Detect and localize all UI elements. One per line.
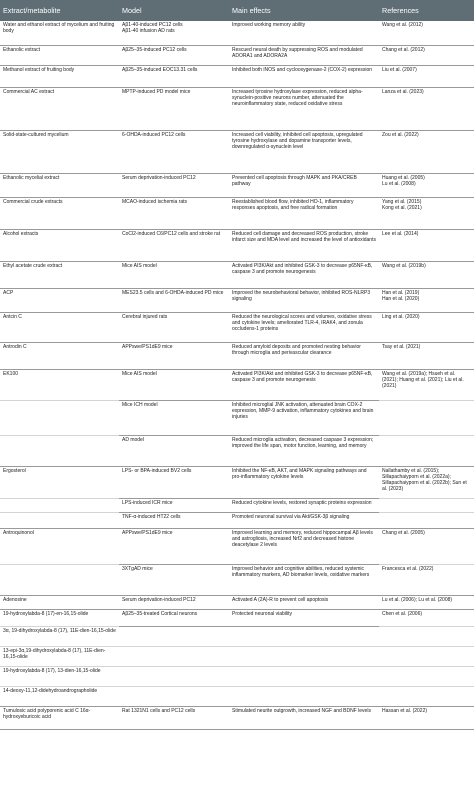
header-references: References: [379, 0, 474, 21]
cell-extract: [0, 626, 119, 646]
cell-extract: [0, 87, 119, 130]
table-row: [0, 626, 474, 646]
cell-line: Chen et al. (2006): [382, 610, 423, 617]
cell-references: [379, 466, 474, 498]
cell-model: [119, 229, 229, 261]
cell-line: Increased tyrosine hydroxylase expression, reduced alpha-synuclein-positive neurons number, attenuated the neuroinflammatory state, reduced oxidative stress: [232, 88, 363, 107]
table-row: [0, 312, 474, 342]
table-row: [0, 45, 474, 65]
cell-main-effects: [229, 288, 379, 312]
cell-line: Ling et al. (2020): [382, 313, 420, 320]
cell-line: AD model: [122, 436, 144, 443]
cell-line: Antroquinonol: [3, 529, 34, 536]
cell-line: Rat 1321N1 cells and PC12 cells: [122, 707, 196, 714]
cell-line: ACP: [3, 289, 14, 296]
cell-line: Solid-state-cultured mycelium: [3, 131, 69, 138]
cell-extract: [0, 342, 119, 369]
table-row: [0, 666, 474, 686]
cell-line: Reduced microglia activation, decreased caspase 3 expression; improved the life span, motor function, learning, and memory: [232, 436, 374, 449]
cell-extract: [0, 564, 119, 595]
cell-references: [379, 229, 474, 261]
cell-line: Ergosterol: [3, 467, 26, 474]
table-row: [0, 706, 474, 729]
cell-references: [379, 65, 474, 87]
cell-references: [379, 173, 474, 197]
cell-line: Antcin C: [3, 313, 22, 320]
table-row: [0, 261, 474, 288]
table-row: [0, 528, 474, 564]
cell-line: Lanza et al. (2023): [382, 88, 424, 95]
cell-line: APPswe/PS1dE9 mice: [122, 529, 173, 536]
table-header-row: [0, 0, 474, 21]
cell-line: 19-hydroxylabda-8 (17)-en-16,15-olide: [3, 610, 89, 617]
cell-extract: [0, 130, 119, 173]
cell-references: [379, 369, 474, 400]
cell-line: Lu et al. (2006); Lu et al. (2008): [382, 596, 453, 603]
cell-references: [379, 288, 474, 312]
cell-model: [119, 512, 229, 528]
cell-references: [379, 435, 474, 466]
cell-model: [119, 528, 229, 564]
table-row: [0, 646, 474, 666]
cell-extract: [0, 261, 119, 288]
cell-line: Adenosine: [3, 596, 27, 603]
cell-line: Improved the neurobehavioral behavior, inhibited ROS-NLRP3 signaling: [232, 289, 371, 302]
table-row: [0, 87, 474, 130]
cell-line: Han et al. (2020): [382, 295, 420, 302]
cell-model: [119, 261, 229, 288]
header-main-effects: Main effects: [229, 0, 379, 21]
cell-line: Reduced amyloid deposits and promoted nesting behavior through microglia and perivascular clearance: [232, 343, 361, 356]
cell-line: Water and ethanol extract of mycelium and fruiting body: [3, 22, 115, 35]
cell-main-effects: [229, 87, 379, 130]
cell-line: Reestablished blood flow, inhibited HO-1, inflammatory responses apoptosis, and free radical formation: [232, 198, 354, 211]
cell-line: Cerebral injured rats: [122, 313, 168, 320]
table-row: [0, 369, 474, 400]
cell-model: [119, 65, 229, 87]
table-row: [0, 595, 474, 609]
table-row: [0, 512, 474, 528]
cell-main-effects: [229, 229, 379, 261]
cell-line: Chang et al. (2012): [382, 46, 425, 53]
cell-line: Reduced the neurological scores and volumes, oxidative stress and cytokine levels; ameliorated TLR-4, IRAK4, and zonula occludens-1 proteins: [232, 313, 372, 332]
cell-line: Lu et al. (2008): [382, 180, 416, 187]
cell-line: Improved learning and memory, reduced hippocampal Aβ levels and astrogliosis, increased Nrf2 and decreased histone deacetylase 2 levels: [232, 529, 373, 548]
cell-line: Chang et al. (2005): [382, 529, 425, 536]
cell-line: Liu et al. (2007): [382, 66, 417, 73]
table-row: [0, 288, 474, 312]
cell-extract: [0, 646, 119, 666]
cell-main-effects: [229, 626, 379, 646]
cell-line: Ethyl acetate crude extract: [3, 262, 63, 269]
table-row: [0, 197, 474, 229]
cell-line: Huang et al. (2005): [382, 174, 425, 181]
cell-model: [119, 312, 229, 342]
cell-main-effects: [229, 706, 379, 729]
cell-main-effects: [229, 686, 379, 706]
cell-line: Promoted neuronal survival via Akt/GSK-3β signaling: [232, 513, 350, 520]
cell-references: [379, 261, 474, 288]
cell-line: Aβ1-40-induced PC12 cells: [122, 22, 183, 28]
cell-model: [119, 595, 229, 609]
cell-model: [119, 400, 229, 435]
cell-model: [119, 646, 229, 666]
cell-references: [379, 512, 474, 528]
cell-line: Aβ25–35-induced EOC13.31 cells: [122, 66, 198, 73]
cell-line: 19-hydroxylabda-8 (17), 13-dien-16,15-olide: [3, 667, 101, 674]
cell-line: Commercial crude extracts: [3, 198, 63, 205]
cell-model: [119, 130, 229, 173]
cell-references: [379, 528, 474, 564]
cell-line: 3α, 19-dihydroxylabda-8 (17), 11E-dien-16,15-olide: [3, 627, 116, 634]
cell-line: Hassan et al. (2022): [382, 707, 428, 714]
cell-line: Improved behavior and cognitive abilities, reduced systemic inflammatory markers, AD biomarker levels, oxidative markers: [232, 565, 370, 578]
cell-model: [119, 288, 229, 312]
cell-model: [119, 87, 229, 130]
cell-line: 14-deoxy-11,12-didehydroandrographolide: [3, 687, 98, 694]
cell-line: Lee et al. (2014): [382, 230, 419, 237]
cell-extract: [0, 435, 119, 466]
cell-main-effects: [229, 342, 379, 369]
cell-main-effects: [229, 595, 379, 609]
cell-line: Antrodin C: [3, 343, 27, 350]
cell-model: [119, 686, 229, 706]
cell-line: Activated A (2A)-R to prevent cell apoptosis: [232, 596, 329, 603]
cell-references: [379, 686, 474, 706]
cell-line: Francesca et al. (2022): [382, 565, 434, 572]
cell-line: TNF-α-induced HT22 cells: [122, 513, 181, 520]
cell-line: Stimulated neurite outgrowth, increased NGF and BDNF levels: [232, 707, 371, 714]
cell-line: Aβ1-40 infusion AD rats: [122, 28, 175, 35]
cell-model: [119, 197, 229, 229]
cell-line: MES23.5 cells and 6-OHDA-induced PD mice: [122, 289, 224, 296]
cell-model: [119, 45, 229, 65]
cell-line: Wang et al. (2019b): [382, 262, 426, 269]
cell-extract: [0, 65, 119, 87]
cell-references: [379, 564, 474, 595]
cell-line: Serum deprivation-induced PC12: [122, 596, 196, 603]
cell-main-effects: [229, 130, 379, 173]
cell-line: Improved working memory ability: [232, 22, 306, 28]
cell-line: Mice AIS model: [122, 370, 157, 377]
table-body: [0, 21, 474, 729]
cell-main-effects: [229, 21, 379, 45]
cell-line: Commercial AC extract: [3, 88, 55, 95]
cell-references: [379, 498, 474, 512]
cell-main-effects: [229, 466, 379, 498]
cell-line: Zou et al. (2022): [382, 131, 419, 138]
cell-references: [379, 197, 474, 229]
table-row: [0, 342, 474, 369]
cell-extract: [0, 498, 119, 512]
cell-extract: [0, 45, 119, 65]
cell-extract: [0, 288, 119, 312]
cell-line: APPswe/PS1dE9 mice: [122, 343, 173, 350]
cell-extract: [0, 666, 119, 686]
header-model: Model: [119, 0, 229, 21]
cell-main-effects: [229, 528, 379, 564]
cell-main-effects: [229, 498, 379, 512]
cell-line: Han et al. (2019): [382, 289, 420, 296]
cell-line: Inhibited both iNOS and cyclooxygenase-2 (COX-2) expression: [232, 66, 373, 73]
header-extract: Extract/metabolite: [0, 0, 119, 21]
cell-model: [119, 369, 229, 400]
cell-extract: [0, 369, 119, 400]
cell-references: [379, 21, 474, 45]
cell-main-effects: [229, 369, 379, 400]
cell-line: Ethanolic mycelial extract: [3, 174, 60, 181]
cell-model: [119, 435, 229, 466]
table-row: [0, 130, 474, 173]
cell-extract: [0, 512, 119, 528]
cell-main-effects: [229, 197, 379, 229]
cell-extract: [0, 466, 119, 498]
cell-model: [119, 498, 229, 512]
table-row: [0, 400, 474, 435]
cell-main-effects: [229, 512, 379, 528]
cell-main-effects: [229, 609, 379, 626]
cell-main-effects: [229, 45, 379, 65]
cell-line: 3XTgAD mice: [122, 565, 153, 572]
cell-references: [379, 646, 474, 666]
table-row: [0, 21, 474, 45]
cell-line: Tumulosic acid polyporenic acid C 16α-hydroxyeburicoic acid: [3, 707, 91, 720]
cell-line: Inhibited microglial JNK activation, attenuated brain COX-2 expression, MMP-9 activation, inflammatory cytokines and brain injuries: [232, 401, 374, 420]
cell-line: LPS-induced ICR mice: [122, 499, 173, 506]
cell-line: Ethanolic extract: [3, 46, 40, 53]
cell-line: Aβ25–35-treated Cortical neurons: [122, 610, 198, 617]
cell-line: Prevented cell apoptosis through MAPK and PKA/CREB pathway: [232, 174, 357, 187]
cell-model: [119, 666, 229, 686]
cell-main-effects: [229, 564, 379, 595]
cell-extract: [0, 21, 119, 45]
table-row: [0, 435, 474, 466]
cell-extract: [0, 197, 119, 229]
cell-references: [379, 706, 474, 729]
cell-line: Methanol extract of fruiting body: [3, 66, 75, 73]
cell-references: [379, 342, 474, 369]
cell-main-effects: [229, 261, 379, 288]
cell-line: Reduced cytokine levels, restored synaptic proteins expression: [232, 499, 372, 506]
cell-line: Tsay et al. (2021): [382, 343, 421, 350]
cell-line: Serum deprivation-induced PC12: [122, 174, 196, 181]
cell-extract: [0, 686, 119, 706]
cell-extract: [0, 400, 119, 435]
table-row: [0, 564, 474, 595]
cell-line: LPS- or BPA-induced BV2 cells: [122, 467, 192, 474]
cell-line: Inhibited the NF-κB, AKT, and MAPK signaling pathways and pro-inflammatory cytokine levels: [232, 467, 367, 480]
cell-model: [119, 706, 229, 729]
cell-line: Mice ICH model: [122, 401, 158, 408]
cell-line: Activated PI3K/Akt and inhibited GSK-3 to decrease p65NF-κB, caspase 3 and promote neurogenesis: [232, 370, 373, 383]
cell-line: 13-epi-3α,19-dihydroxylabda-8 (17), 11E-dien-16,15-olide: [3, 647, 106, 660]
cell-model: [119, 342, 229, 369]
table-row: [0, 229, 474, 261]
cell-line: Mice AIS model: [122, 262, 157, 269]
cell-extract: [0, 229, 119, 261]
cell-line: Nallathamby et al. (2015); Sillapachaiyporn et al. (2022a); Sillapachaiyporn et al. (2022b); Sun et al. (2023): [382, 467, 467, 493]
cell-main-effects: [229, 666, 379, 686]
cell-main-effects: [229, 312, 379, 342]
cell-line: MCAO-induced ischemia rats: [122, 198, 188, 205]
cell-extract: [0, 528, 119, 564]
cell-main-effects: [229, 173, 379, 197]
cell-extract: [0, 173, 119, 197]
cell-extract: [0, 312, 119, 342]
cell-line: Alcohol extracts: [3, 230, 39, 237]
cell-references: [379, 130, 474, 173]
cell-extract: [0, 595, 119, 609]
cell-model: [119, 609, 229, 626]
table-row: [0, 173, 474, 197]
cell-model: [119, 173, 229, 197]
cell-main-effects: [229, 646, 379, 666]
cell-references: [379, 609, 474, 626]
table-row: [0, 609, 474, 626]
cell-model: [119, 564, 229, 595]
cell-line: Wang et al. (2012): [382, 22, 423, 28]
cell-references: [379, 626, 474, 646]
cell-model: [119, 626, 229, 646]
cell-line: Yang et al. (2015): [382, 198, 422, 205]
cell-model: [119, 21, 229, 45]
cell-line: Reduced cell damage and decreased ROS production, stroke infarct size and MDA level and increased the level of antioxidants: [232, 230, 376, 243]
cell-line: Kong et al. (2021): [382, 204, 422, 211]
cell-references: [379, 87, 474, 130]
cell-line: Increased cell viability, inhibited cell apoptosis, upregulated tyrosine hydroxylase and dopamine transporter levels, downregulated α-synuclein level: [232, 131, 363, 150]
cell-references: [379, 400, 474, 435]
cell-references: [379, 45, 474, 65]
cell-main-effects: [229, 65, 379, 87]
cell-line: MPTP-induced PD model mice: [122, 88, 191, 95]
cell-model: [119, 466, 229, 498]
cell-line: Rescued neural death by suppressing ROS and modulated ADORA1 and ADORA2A: [232, 46, 363, 59]
cell-line: Aβ25–35-induced PC12 cells: [122, 46, 187, 53]
table-row: [0, 686, 474, 706]
cell-main-effects: [229, 400, 379, 435]
cell-extract: [0, 706, 119, 729]
cell-line: Activated PI3K/Akt and inhibited GSK-3 to decrease p65NF-κB, caspase 3 and promote neurogenesis: [232, 262, 373, 275]
table-row: [0, 65, 474, 87]
cell-line: 6-OHDA-induced PC12 cells: [122, 131, 186, 138]
cell-references: [379, 595, 474, 609]
cell-line: Wang et al. (2019a); Hsueh et al. (2021); Huang et al. (2021); Liu et al. (2021): [382, 370, 464, 389]
cell-line: CoCl2-induced C6/PC12 cells and stroke rat: [122, 230, 221, 237]
cell-extract: [0, 609, 119, 626]
cell-references: [379, 312, 474, 342]
cell-line: EK100: [3, 370, 19, 377]
table-row: [0, 466, 474, 498]
cell-main-effects: [229, 435, 379, 466]
table-row: [0, 498, 474, 512]
cell-line: Protected neuronal viability: [232, 610, 293, 617]
cell-references: [379, 666, 474, 686]
